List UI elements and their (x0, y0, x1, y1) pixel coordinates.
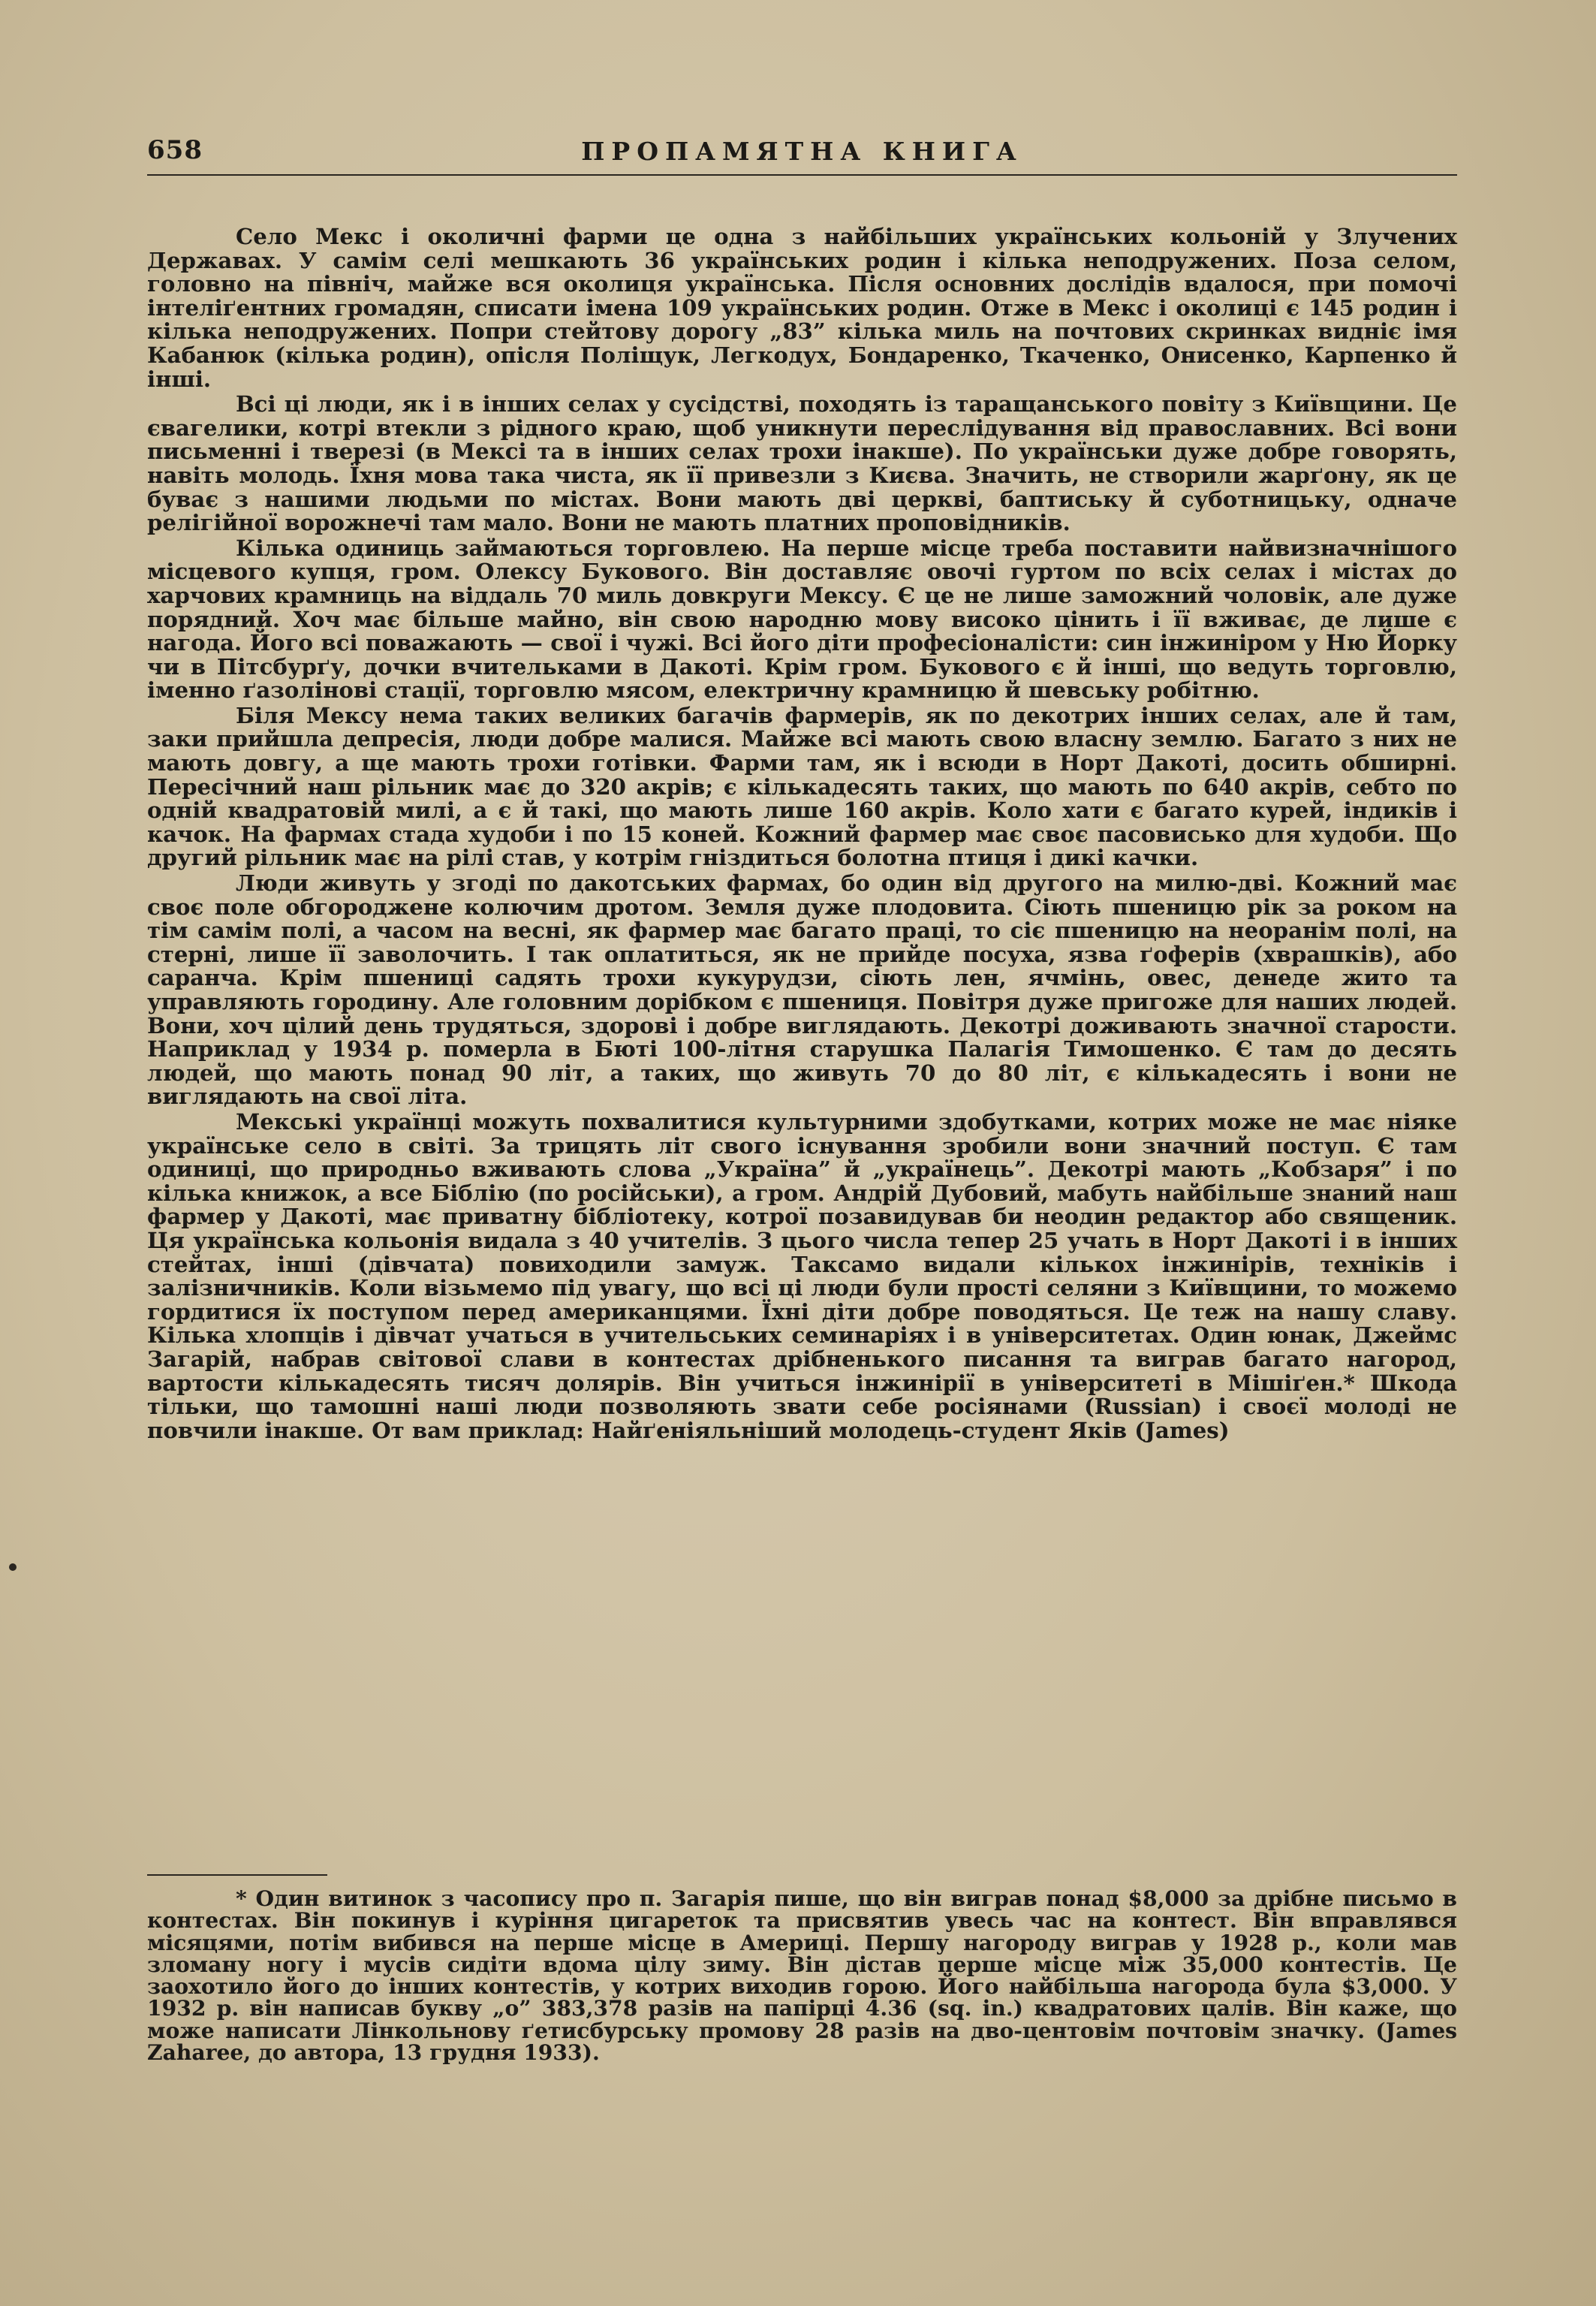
paragraph: Село Мекс і околичні фарми це одна з найбільших українських кольоній у Злучених Державах. У самім селі мешкають 36 українських родин і кілька неподружених. Поза селом, головно на північ, майже вся околиця українська. Після основних дослідів вдалося, при помочі інтеліґентних громадян, списати імена 109 українських родин. Отже в Мекс і околиці є 145 родин і кілька неподружених. Попри стейтову дорогу „83” кілька миль на почтових скринках видніє імя Кабанюк (кілька родин), опісля Поліщук, Легкодух, Бондаренко, Ткаченко, Онисенко, Карпенко й інші. (147, 224, 1457, 392)
paragraph: Мекські українці можуть похвалитися культурними здобутками, котрих може не має ніяке українське село в світі. За трицять літ свого існування зробили вони значний поступ. Є там одиниці, що природньо вживають слова „Україна” й „українець”. Декотрі мають „Кобзаря” і по кілька книжок, а все Біблію (по російськи), а гром. Андрій Дубовий, мабуть найбільше знаний наш фармер у Дакоті, має приватну бібліотеку, котрої позавидував би неодин редактор або священик. Ця українська кольонія видала з 40 учителів. З цього числа тепер 25 учать в Норт Дакоті і в інших стейтах, інші (дівчата) повиходили замуж. Таксамо видали кількох інжинірів, техніків і залізничників. Коли візьмемо під увагу, що всі ці люди були прості селяни з Київщини, то можемо гордитися їх поступом перед американцями. Їхні діти добре поводяться. Це теж на нашу славу. Кілька хлопців і дівчат учаться в учительських семинаріях і в університетах. Один юнак, Джеймс Загарій, набрав світової слави в контестах дрібненького писання та виграв багато нагород, вартости кількадесять тисяч долярів. Він учиться інжинірії в університеті в Мішіґен.* Шкода тільки, що тамошні наші люди позволяють звати себе росіянами (Russian) і своєї молоді не повчили інакше. От вам приклад: Найґеніяльніший молодець-студент Яків (James) (147, 1108, 1457, 1443)
page-number: 658 (147, 135, 203, 165)
paragraph: Кілька одиниць займаються торговлею. На перше місце треба поставити найвизначнішого місцевого купця, гром. Олексу Букового. Він доставляє овочі гуртом по всіх селах і містах до харчових крамниць на віддаль 70 миль довкруги Мексу. Є це не лише заможний чоловік, але дуже порядний. Хоч має більше майно, він свою народню мову високо цінить і її вживає, де лише є нагода. Його всі поважають — свої і чужі. Всі його діти професіоналісти: син інжиніром у Ню Йорку чи в Пітсбурґу, дочки вчительками в Дакоті. Крім гром. Букового є й інші, що ведуть торговлю, іменно ґазолінові стації, торговлю мясом, електричну крамницю й шевську робітню. (147, 535, 1457, 704)
paragraph: Біля Мексу нема таких великих багачів фармерів, як по декотрих інших селах, але й там, заки прийшла депресія, люди добре малися. Майже всі мають свою власну землю. Багато з них не мають довгу, а ще мають трохи готівки. Фарми там, як і всюди в Норт Дакоті, досить обширні. Пересічний наш рільник має до 320 акрів; є кількадесять таких, що мають по 640 акрів, себто по одній квадратовій милі, а є й такі, що мають лише 160 акрів. Коло хати є багато курей, індиків і качок. На фармах стада худоби і по 15 коней. Кожний фармер має своє пасовисько для худоби. Що другий рільник має на рілі став, у котрім гніздиться болотна птиця і дикі качки. (147, 702, 1457, 871)
paragraph: Люди живуть у згоді по дакотських фармах, бо один від другого на милю-дві. Кожний має своє поле обгороджене колючим дротом. Земля дуже плодовита. Сіють пшеницю рік за роком на тім самім полі, а часом на весні, як фармер має багато праці, то сіє пшеницю на неоранім полі, на стерні, лише її заволочить. І так оплатиться, як не прийде посуха, язва ґоферів (хврашків), або саранча. Крім пшениці садять трохи кукурудзи, сіють лен, ячмінь, овес, денеде жито та управляють городину. Але головним дорібком є пшениця. Повітря дуже пригоже для наших людей. Вони, хоч цілий день трудяться, здорові і добре виглядають. Декотрі доживають значної старости. Наприклад у 1934 р. померла в Бюті 100-літня старушка Палагія Тимошенко. Є там до десять людей, що мають понад 90 літ, а таких, що живуть 70 до 80 літ, є кількадесять і вони не виглядають на свої літа. (147, 870, 1457, 1110)
footnote-divider (147, 1874, 327, 1876)
ink-blot (9, 1563, 17, 1571)
page-header (147, 135, 1457, 176)
running-title: ПРОПАМЯТНА КНИГА (581, 137, 1023, 166)
paragraph: Всі ці люди, як і в інших селах у сусідстві, походять із таращанського повіту з Київщини. Це євагелики, котрі втекли з рідного краю, щоб уникнути переслідування від православних. Всі вони письменні і тверезі (в Мексі та в інших селах трохи інакше). По українськи дуже добре говорять, навіть молодь. Їхня мова така чиста, як її привезли з Києва. Значить, не створили жарґону, як це буває з нашими людьми по містах. Вони мають дві церкві, баптиську й суботницьку, одначе релігійної ворожнечі там мало. Вони не мають платних проповідників. (147, 391, 1457, 536)
footnote (147, 1886, 1457, 2066)
footnote-text: * Один витинок з часопису про п. Загарія пише, що він виграв понад $8,000 за дрібне письмо в контестах. Він покинув і куріння цигареток та присвятив увесь час на контест. Він вправлявся місяцями, потім вибився на перше місце в Америці. Першу нагороду виграв у 1928 р., коли мав зломану ногу і мусів сидіти вдома цілу зиму. Він дістав перше місце між 35,000 контестів. Це заохотило його до інших контестів, у котрих виходив горою. Його найбільша нагорода була $3,000. У 1932 р. він написав букву „о” 383,378 разів на папірці 4.36 (sq. in.) квадратових цалів. Він каже, що може написати Лінкольнову ґетисбурську промову 28 разів на дво-центовім почтовім значку. (James Zaharee, до автора, 13 грудня 1933). (147, 1886, 1457, 2066)
body-text (147, 225, 1457, 1444)
